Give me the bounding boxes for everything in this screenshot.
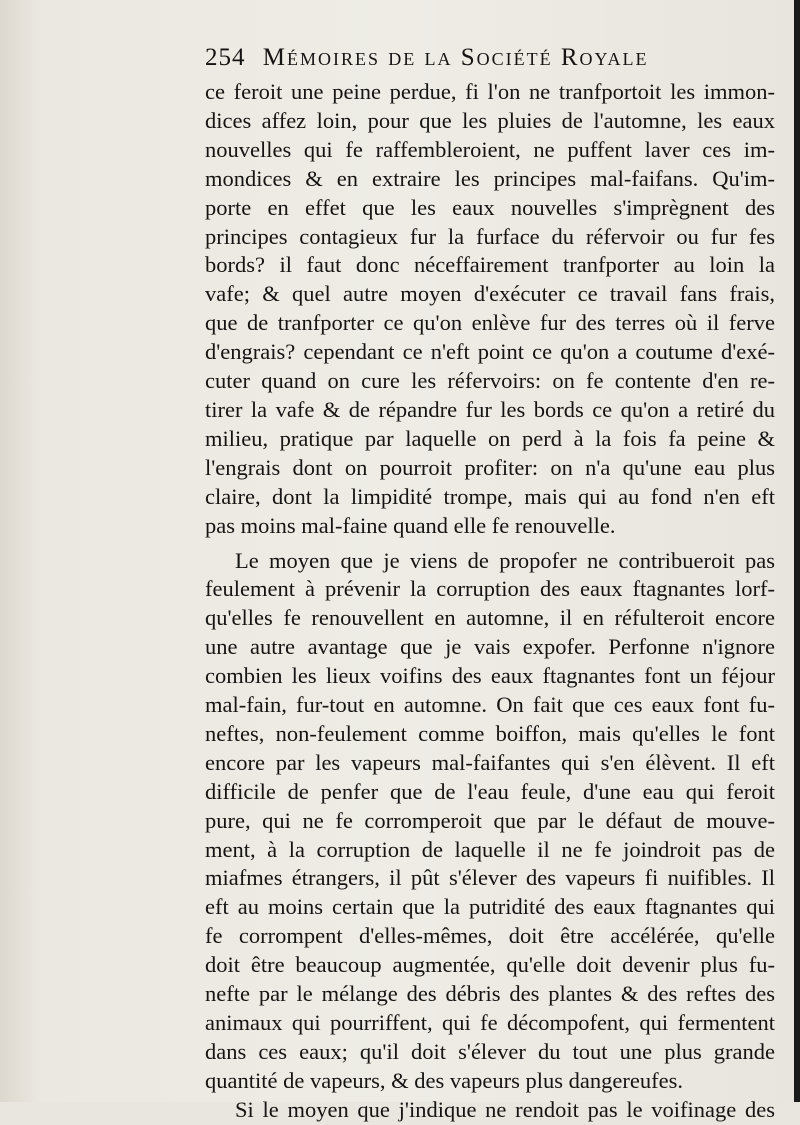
text-line: milieu, pratique par laquelle on perd à la fois fa peine & — [205, 425, 775, 451]
text-line: combien les lieux voifins des eaux ftagnantes font un féjour — [205, 663, 775, 689]
scan-edge — [794, 0, 800, 1102]
text-line: ce feroit une peine perdue, fi l'on ne tranfportoit les immon- — [205, 79, 775, 104]
paragraph-3 — [205, 1096, 775, 1125]
running-title: Mémoires de la Société Royale — [262, 44, 649, 71]
text-line: qu'elles fe renouvellent en automne, il en réfulteroit encore — [205, 605, 775, 631]
text-line: tirer la vafe & de répandre fur les bords ce qu'on a retiré du — [205, 396, 775, 422]
text-line: pas moins mal-faine quand elle fe renouvelle. — [205, 512, 616, 538]
text-line: nefte par le mélange des débris des plantes & des reftes des — [205, 981, 775, 1007]
text-line: encore par les vapeurs mal-faifantes qui s'en élèvent. Il eft — [205, 749, 775, 775]
text-line: cuter quand on cure les réfervoirs: on fe contente d'en re- — [205, 368, 775, 394]
text-line: animaux qui pourriffent, qui fe décompofent, qui fermentent — [205, 1010, 775, 1035]
text-line: bords? il faut donc néceffairement tranfporter au loin la — [205, 252, 775, 278]
text-line: feulement à prévenir la corruption des eaux ftagnantes lorf- — [205, 576, 775, 602]
page-header — [205, 44, 735, 78]
text-line: miafmes étrangers, il pût s'élever des vapeurs fi nuifibles. Il — [205, 865, 775, 891]
text-line: mondices & en extraire les principes mal-faifans. Qu'im- — [205, 165, 775, 191]
text-line: eft au moins certain que la putridité des eaux ftagnantes qui — [205, 894, 775, 920]
text-line: quantité de vapeurs, & des vapeurs plus dangereufes. — [205, 1067, 683, 1093]
text-line: mal-fain, fur-tout en automne. On fait que ces eaux font fu- — [205, 692, 775, 718]
text-line: Si le moyen que j'indique ne rendoit pas le voifinage des — [235, 1096, 775, 1122]
text-line: nouvelles qui fe raffembleroient, ne puffent laver ces im- — [205, 136, 775, 162]
text-line: vafe; & quel autre moyen d'exécuter ce travail fans frais, — [205, 281, 775, 307]
text-line: dans ces eaux; qu'il doit s'élever du tout une plus grande — [205, 1038, 775, 1064]
text-line: difficile de penfer que de l'eau feule, d'une eau qui feroit — [205, 778, 775, 804]
text-line: pure, qui ne fe corromperoit que par le défaut de mouve- — [205, 807, 775, 833]
text-line: claire, dont la limpidité trompe, mais qui au fond n'en eft — [205, 483, 775, 509]
paragraph-2 — [205, 547, 775, 1096]
text-line: ment, à la corruption de laquelle il ne fe joindroit pas de — [205, 836, 775, 862]
text-line: neftes, non-feulement comme boiffon, mais qu'elles le font — [205, 720, 775, 746]
text-line: principes contagieux fur la furface du réfervoir ou fur fes — [205, 223, 775, 249]
body-text — [205, 78, 775, 1125]
text-line: doit être beaucoup augmentée, qu'elle doit devenir plus fu- — [205, 952, 775, 978]
text-line: une autre avantage que je vais expofer. Perfonne n'ignore — [205, 634, 775, 660]
text-line: porte en effet que les eaux nouvelles s'imprègnent des — [205, 194, 775, 220]
text-line: dices affez loin, pour que les pluies de l'automne, les eaux — [205, 107, 775, 133]
text-line: fe corrompent d'elles-mêmes, doit être accélérée, qu'elle — [205, 923, 775, 949]
text-line: d'engrais? cependant ce n'eft point ce qu'on a coutume d'exé- — [205, 339, 775, 365]
page-number: 254 — [205, 44, 246, 71]
paragraph-1 — [205, 78, 775, 541]
text-line: l'engrais dont on pourroit profiter: on n'a qu'une eau plus — [205, 454, 775, 480]
text-line: Le moyen que je viens de propofer ne contribueroit pas — [235, 547, 775, 573]
text-line: que de tranfporter ce qu'on enlève fur des terres où il ferve — [205, 310, 775, 336]
